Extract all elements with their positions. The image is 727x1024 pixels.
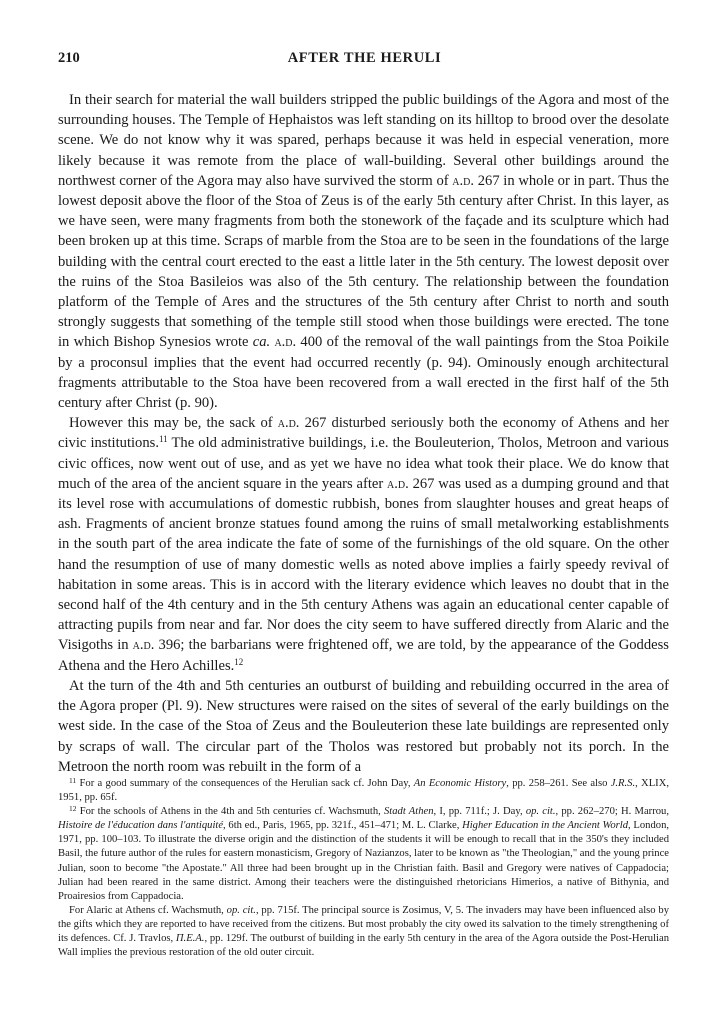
text-run: , pp. 258–261. See also (506, 778, 611, 789)
text-run: 400 of the removal of the wall paintings from the Stoa Poikile by a proconsul implies that the event had occurred recently (p. 94). Ominously enough architectural fragments attributable to the Stoa have been recovered from a wall erected in the first half of the 5th century after Christ (p. 90). (58, 334, 669, 412)
italic-text: An Economic History (413, 778, 507, 789)
italic-text: Histoire de l'éducation dans l'antiquité (58, 820, 224, 832)
body-text (58, 90, 669, 777)
text-run: , 6th ed., Paris, 1965, pp. 321f., 451–471; M. L. Clarke, (223, 820, 463, 832)
era-abbrev: a.d. (277, 415, 300, 432)
body-paragraph-3 (58, 676, 669, 777)
body-paragraph-2 (58, 413, 669, 676)
text-run: , pp. 129f. The outburst of building in the early 5th century in the area of the Agora outside the Post-Herulian Wall implies the previous restoration of the old outer circuit. (58, 933, 669, 959)
italic-text: Stadt Athen (383, 806, 434, 818)
footnote-12 (58, 805, 669, 904)
era-abbrev: a.d. (274, 334, 297, 351)
page-number: 210 (58, 50, 80, 66)
text-run: , pp. 715f. The principal source is Zosimus, V, 5. The invaders may have been influenced also by the gifts which they are reported to have received from the citizens. But most probably the city owed its salvation to the timely strengthening of its defences. Cf. J. Travlos, (58, 904, 669, 945)
era-abbrev: a.d. (387, 475, 409, 492)
text-run: , London, 1971, pp. 100–103. To illustrate the diverse origin and the distinction of the students it will be enough to recall that in the 350's they included Basil, the future author of the rules for eastern monasticism, Gregory of Nazianzos, later to be known as "the Theologian," and the young prince Julian, soon to become "the Apostate." All three had been brought up in the Christian faith. Basil and Gregory were natives of Cappadocia; Julian had been reared in the same district. Among their teachers were the distinguished rhetoricians Himerios, a native of Bithynia, and Proairesios from Cappadocia. (58, 820, 670, 902)
footnote-ref-11[interactable]: 11 (158, 434, 168, 445)
text-run: For a good summary of the consequences of the Herulian sack cf. John Day, (76, 778, 414, 789)
text-run: , XLIX, 1951, pp. 65f. (58, 778, 669, 804)
italic-text: op. cit. (226, 904, 256, 916)
footnote-ref-12[interactable]: 12 (234, 656, 244, 667)
italic-text: Higher Education in the Ancient World (462, 820, 629, 832)
text-run: , pp. 262–270; H. Marrou, (555, 806, 669, 818)
text-run: 396; the barbarians were frightened off, we are told, by the appearance of the Goddess Athena and the Hero Achilles. (58, 637, 669, 674)
italic-text: ca. (252, 334, 271, 351)
italic-text: op. cit. (525, 806, 556, 818)
footnotes (58, 777, 669, 960)
footnote-11 (58, 777, 669, 805)
text-run: , I, pp. 711f.; J. Day, (433, 806, 526, 818)
text-run: However this may be, the sack of (69, 415, 278, 432)
footnote-number: 12 (69, 804, 77, 814)
body-paragraph-1 (58, 90, 669, 413)
italic-text: J.R.S. (610, 778, 636, 789)
text-run: For Alaric at Athens cf. Wachsmuth, (69, 904, 227, 916)
era-abbrev: a.d. (132, 637, 155, 654)
italic-text: Π.Ε.Α. (175, 933, 205, 945)
page-header (58, 50, 671, 72)
text-run: The old administrative buildings, i.e. the Bouleuterion, Tholos, Metroon and various civic offices, now went out of use, and as yet we have no idea what took their place. We do know that much of the area of the ancient square in the years after (58, 435, 669, 492)
text-run: In their search for material the wall builders stripped the public buildings of the Agora and most of the surrounding houses. The Temple of Hephaistos was left standing on its hilltop to brood over the desolate scene. We do not know why it was spared, perhaps because it was held in especial veneration, more likely because it was remote from the place of wall-building. Several other buildings around the northwest corner of the Agora may also have survived the storm of (58, 92, 669, 189)
text-run: 267 disturbed seriously both the economy of Athens and her civic institutions. (58, 415, 669, 452)
footnote-12-continued (58, 904, 669, 960)
text-run: For the schools of Athens in the 4th and 5th centuries cf. Wachsmuth, (76, 806, 384, 818)
footnote-number: 11 (69, 776, 77, 785)
era-abbrev: a.d. (452, 172, 475, 189)
text-run: 267 in whole or in part. Thus the lowest deposit above the floor of the Stoa of Zeus is of the early 5th century after Christ. In this layer, as we have seen, were many fragments from both the stonework of the façade and its sculpture which had been broken up at this time. Scraps of marble from the Stoa are to be seen in the foundations of the large building with the central court erected to the east a little later in the 5th century. The lowest deposit over the ruins of the Stoa Basileios was also of the 5th century. The relationship between the foundation platform of the Temple of Ares and the structures of the 5th century after Christ to north and south strongly suggests that something of the temple still stood when those buildings were erected. The tone in which Bishop Synesios wrote (58, 172, 669, 351)
text-run: 267 was used as a dumping ground and that its level rose with accumulations of domestic rubbish, bones from slaughter houses and great heaps of ash. Fragments of ancient bronze statues found among the ruins of small metalworking establishments in the south part of the area indicate the fate of some of the furnishings of the old square. On the other hand the resumption of use of many domestic wells as noted above implies a fairly speedy revival of habitation in some areas. This is in accord with the literary evidence which leaves no doubt that in the second half of the 4th century and in the 5th century Athens was again an educational center capable of attracting pupils from near and far. Nor does the city seem to have suffered directly from Alaric and the Visigoths in (58, 475, 670, 654)
running-title: AFTER THE HERULI (287, 50, 442, 66)
text-run: At the turn of the 4th and 5th centuries an outburst of building and rebuilding occurred in the area of the Agora proper (Pl. 9). New structures were raised on the sites of several of the early buildings on the west side. In the case of the Stoa of Zeus and the Bouleuterion these late buildings are represented only by scraps of wall. The circular part of the Tholos was restored but probably not its porch. In the Metroon the north room was rebuilt in the form of a (58, 677, 669, 775)
